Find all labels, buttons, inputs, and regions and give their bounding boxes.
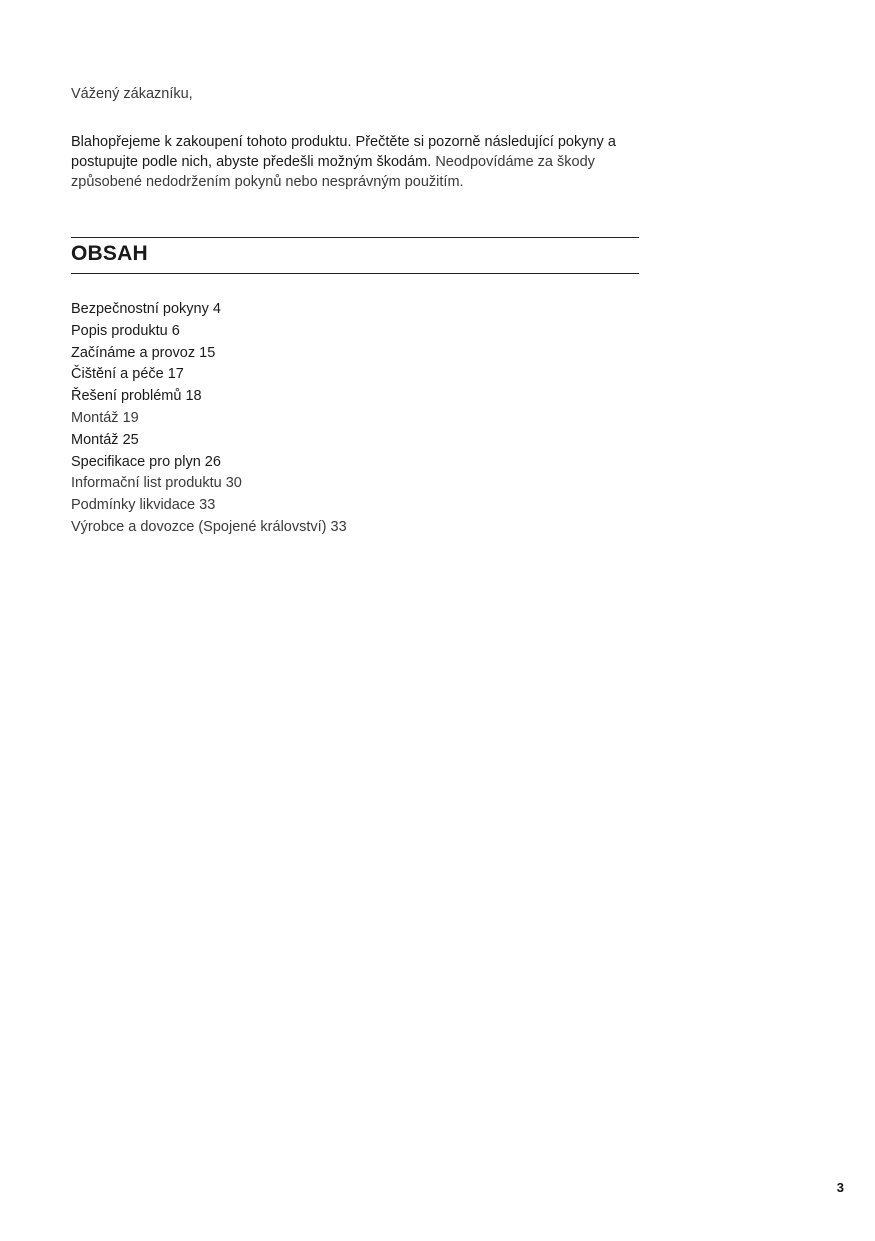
intro-paragraph [71,132,641,192]
toc-item-troubleshooting: Řešení problémů 18 [71,388,202,405]
toc-list [71,299,347,539]
toc-item-cleaning: Čištění a péče 17 [71,366,184,383]
toc-item-manufacturer: Výrobce a dovozce (Spojené království) 33 [71,518,347,535]
intro-text-disclaimer: Neodpovídáme za škody způsobené nedodržením pokynů nebo nesprávným použitím. [71,154,595,190]
toc-item-description: Popis produktu 6 [71,322,180,339]
heading-rule-bottom [71,273,639,274]
page-number: 3 [836,1180,844,1195]
toc-item-disposal: Podmínky likvidace 33 [71,497,216,514]
toc-item-installation-1: Montáž 19 [71,409,139,426]
toc-item-safety: Bezpečnostní pokyny 4 [71,301,221,317]
intro-text-main: Blahopřejeme k zakoupení tohoto produktu. Přečtěte si pozorně následující pokyny a postupujte podle nich, abyste předešli možným škodám. [71,134,616,170]
toc-item-gas-specs: Specifikace pro plyn 26 [71,453,221,470]
toc-item-product-sheet: Informační list produktu 30 [71,475,242,492]
greeting-text: Vážený zákazníku, [71,86,193,102]
heading-rule-top [71,237,639,238]
toc-heading: OBSAH [71,242,148,265]
toc-item-installation-2: Montáž 25 [71,431,139,448]
toc-item-getting-started: Začínáme a provoz 15 [71,344,216,361]
